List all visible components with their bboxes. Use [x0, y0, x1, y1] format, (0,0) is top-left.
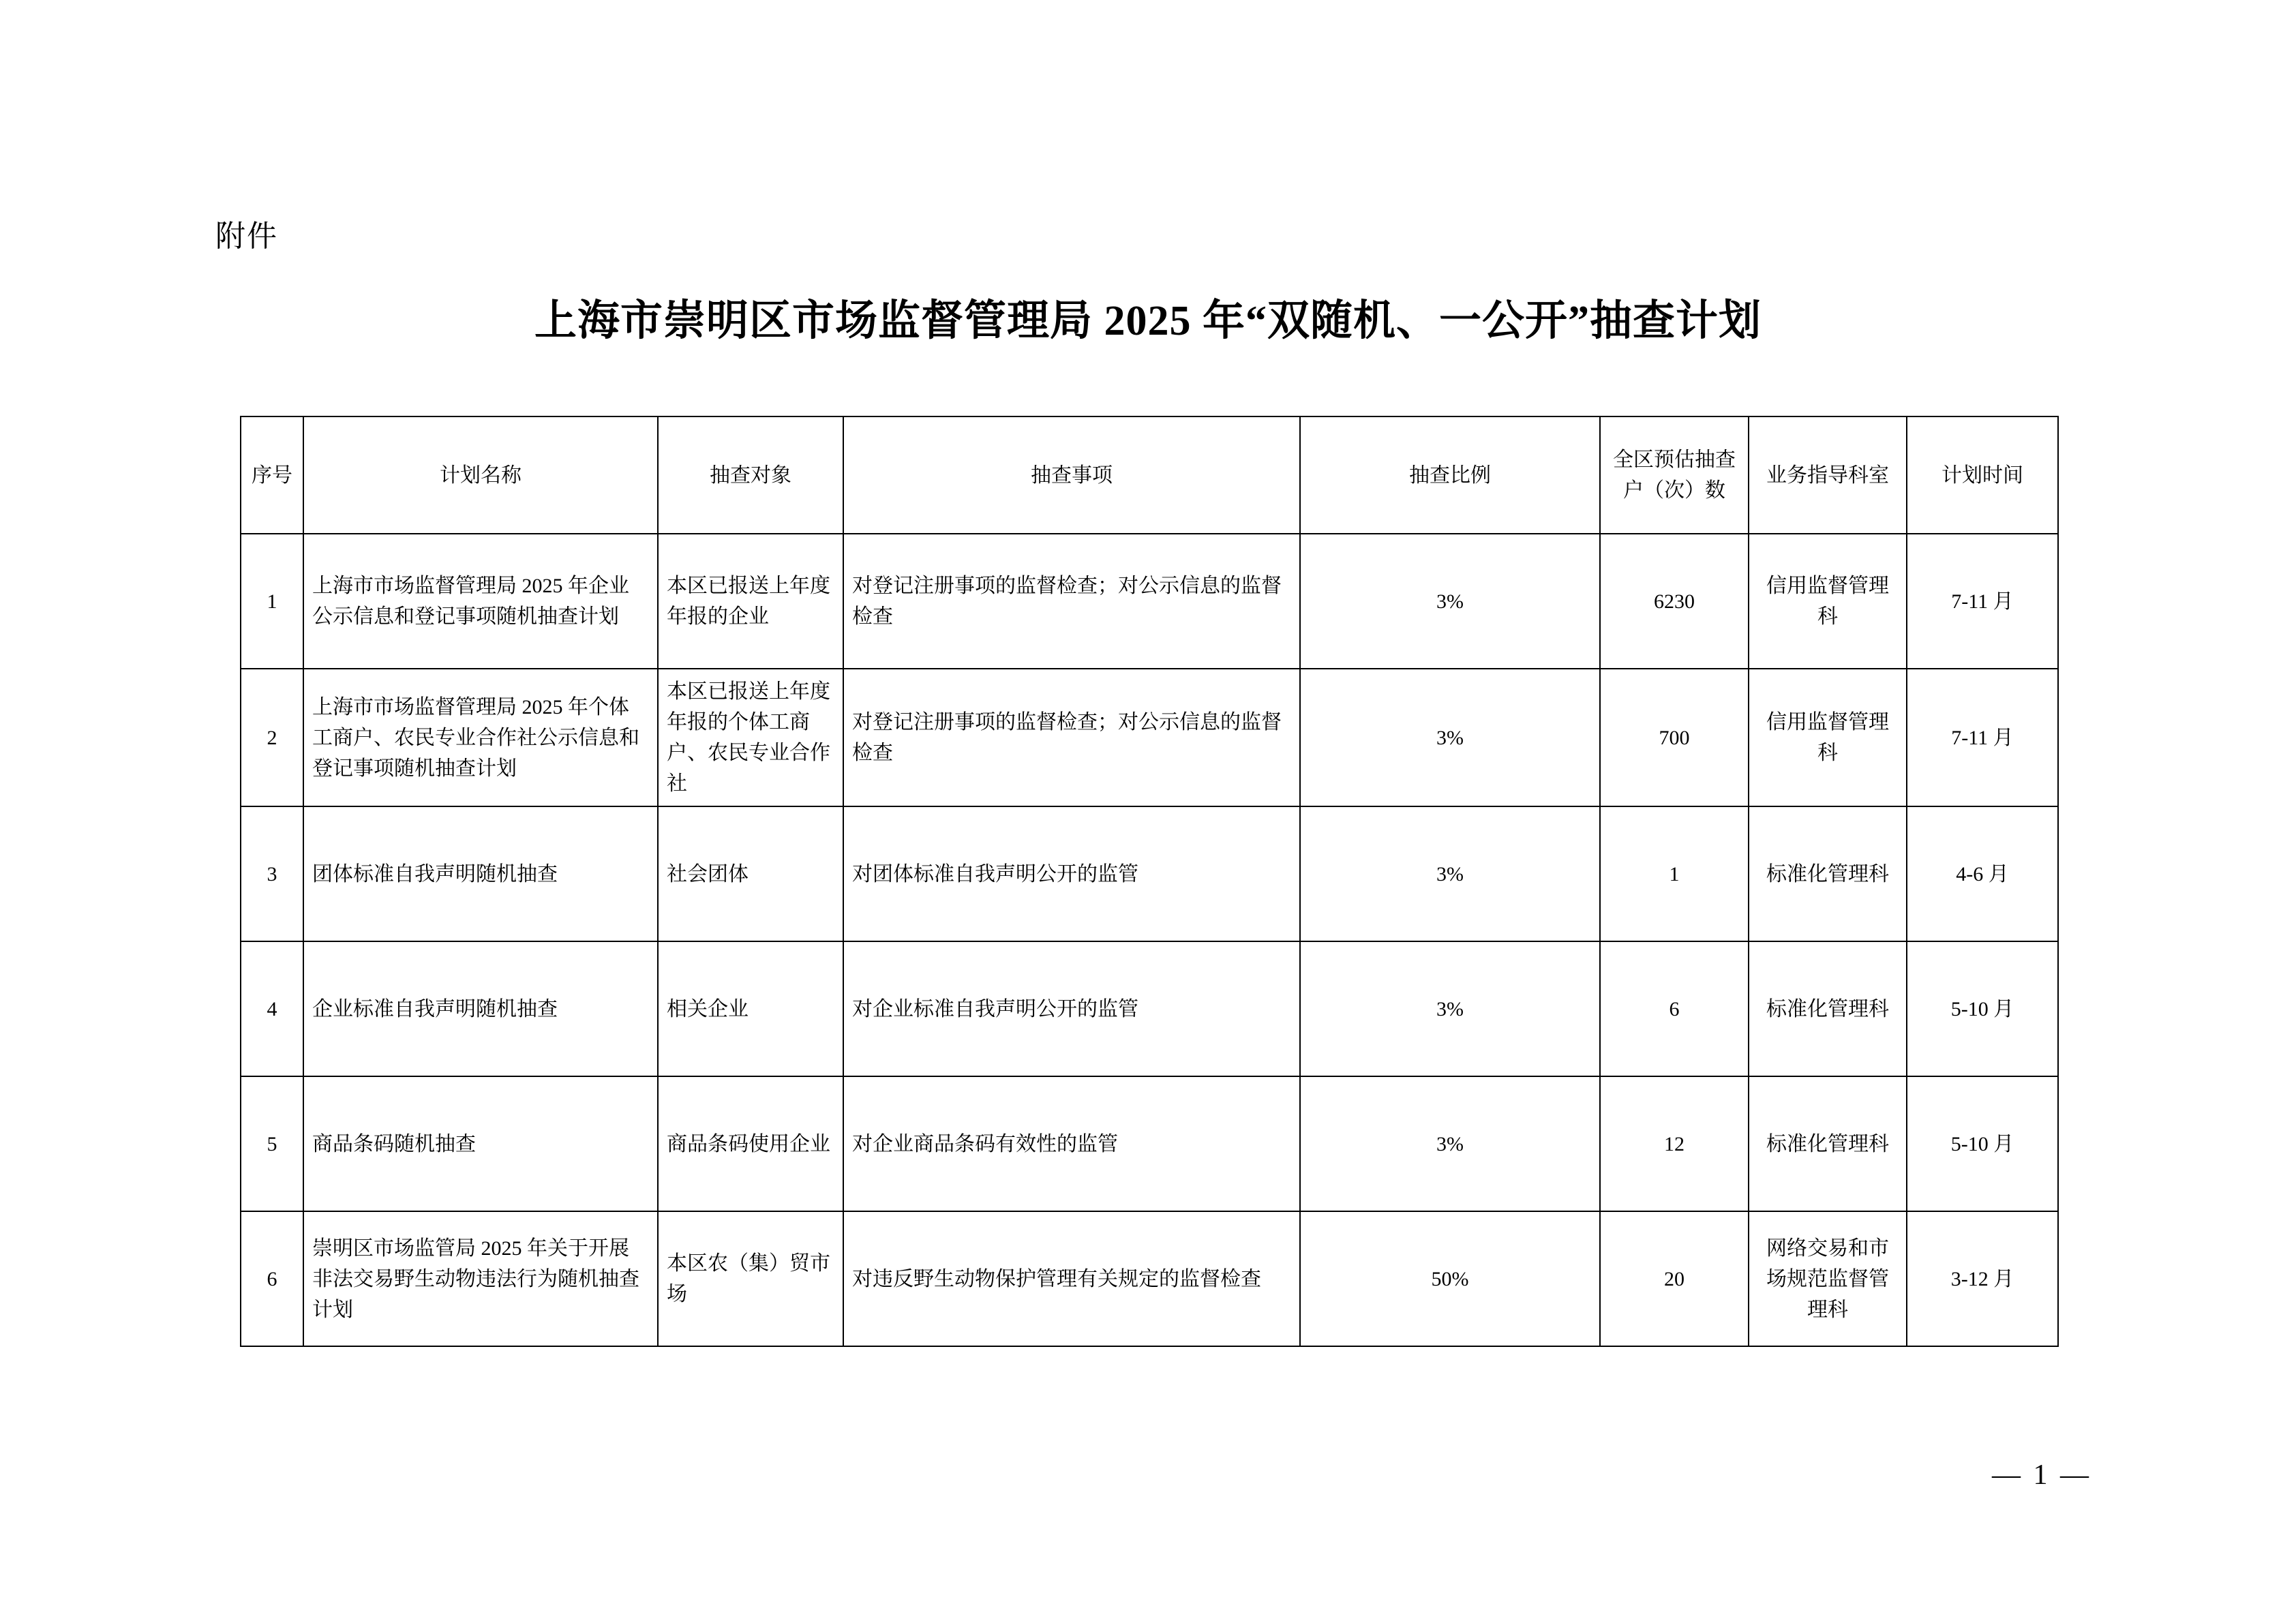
cell-plan-name: 团体标准自我声明随机抽查 — [303, 806, 658, 941]
cell-item: 对企业标准自我声明公开的监管 — [843, 941, 1300, 1076]
cell-count: 1 — [1600, 806, 1749, 941]
cell-department: 标准化管理科 — [1749, 806, 1907, 941]
page-number: — 1 — — [1992, 1459, 2091, 1491]
cell-ratio: 50% — [1300, 1211, 1600, 1346]
cell-index: 3 — [241, 806, 303, 941]
cell-object: 本区农（集）贸市场 — [658, 1211, 843, 1346]
cell-time: 5-10 月 — [1907, 1076, 2058, 1211]
cell-count: 12 — [1600, 1076, 1749, 1211]
table-header-row — [241, 416, 2058, 534]
column-header-item: 抽查事项 — [843, 416, 1300, 534]
cell-plan-name: 上海市市场监督管理局 2025 年企业公示信息和登记事项随机抽查计划 — [303, 534, 658, 669]
cell-count: 20 — [1600, 1211, 1749, 1346]
cell-time: 5-10 月 — [1907, 941, 2058, 1076]
cell-time: 7-11 月 — [1907, 669, 2058, 806]
cell-object: 商品条码使用企业 — [658, 1076, 843, 1211]
cell-object: 社会团体 — [658, 806, 843, 941]
cell-plan-name: 商品条码随机抽查 — [303, 1076, 658, 1211]
cell-index: 4 — [241, 941, 303, 1076]
cell-department: 信用监督管理科 — [1749, 534, 1907, 669]
cell-plan-name: 崇明区市场监管局 2025 年关于开展非法交易野生动物违法行为随机抽查计划 — [303, 1211, 658, 1346]
cell-department: 标准化管理科 — [1749, 941, 1907, 1076]
cell-time: 3-12 月 — [1907, 1211, 2058, 1346]
table-row — [241, 1076, 2058, 1211]
cell-department: 信用监督管理科 — [1749, 669, 1907, 806]
table-row — [241, 806, 2058, 941]
cell-count: 6230 — [1600, 534, 1749, 669]
cell-object: 本区已报送上年度年报的企业 — [658, 534, 843, 669]
cell-time: 7-11 月 — [1907, 534, 2058, 669]
cell-department: 标准化管理科 — [1749, 1076, 1907, 1211]
column-header-count: 全区预估抽查户（次）数 — [1600, 416, 1749, 534]
cell-count: 700 — [1600, 669, 1749, 806]
table-row — [241, 534, 2058, 669]
column-header-time: 计划时间 — [1907, 416, 2058, 534]
cell-ratio: 3% — [1300, 534, 1600, 669]
table-row — [241, 1211, 2058, 1346]
cell-item: 对登记注册事项的监督检查；对公示信息的监督检查 — [843, 534, 1300, 669]
cell-ratio: 3% — [1300, 1076, 1600, 1211]
cell-count: 6 — [1600, 941, 1749, 1076]
cell-index: 1 — [241, 534, 303, 669]
column-header-index: 序号 — [241, 416, 303, 534]
cell-time: 4-6 月 — [1907, 806, 2058, 941]
cell-item: 对团体标准自我声明公开的监管 — [843, 806, 1300, 941]
column-header-object: 抽查对象 — [658, 416, 843, 534]
column-header-plan-name: 计划名称 — [303, 416, 658, 534]
table-row — [241, 941, 2058, 1076]
cell-department: 网络交易和市场规范监督管理科 — [1749, 1211, 1907, 1346]
cell-index: 5 — [241, 1076, 303, 1211]
cell-item: 对违反野生动物保护管理有关规定的监督检查 — [843, 1211, 1300, 1346]
cell-plan-name: 上海市市场监督管理局 2025 年个体工商户、农民专业合作社公示信息和登记事项随机抽查计划 — [303, 669, 658, 806]
column-header-ratio: 抽查比例 — [1300, 416, 1600, 534]
inspection-plan-table — [240, 416, 2059, 1347]
page-title: 上海市崇明区市场监督管理局 2025 年“双随机、一公开”抽查计划 — [534, 298, 1762, 344]
cell-ratio: 3% — [1300, 669, 1600, 806]
plan-table-container — [240, 416, 2057, 1347]
cell-index: 2 — [241, 669, 303, 806]
column-header-department: 业务指导科室 — [1749, 416, 1907, 534]
cell-ratio: 3% — [1300, 941, 1600, 1076]
cell-item: 对企业商品条码有效性的监管 — [843, 1076, 1300, 1211]
cell-index: 6 — [241, 1211, 303, 1346]
cell-item: 对登记注册事项的监督检查；对公示信息的监督检查 — [843, 669, 1300, 806]
table-row — [241, 669, 2058, 806]
cell-object: 本区已报送上年度年报的个体工商户、农民专业合作社 — [658, 669, 843, 806]
cell-plan-name: 企业标准自我声明随机抽查 — [303, 941, 658, 1076]
cell-ratio: 3% — [1300, 806, 1600, 941]
cell-object: 相关企业 — [658, 941, 843, 1076]
attachment-label: 附件 — [215, 219, 278, 253]
